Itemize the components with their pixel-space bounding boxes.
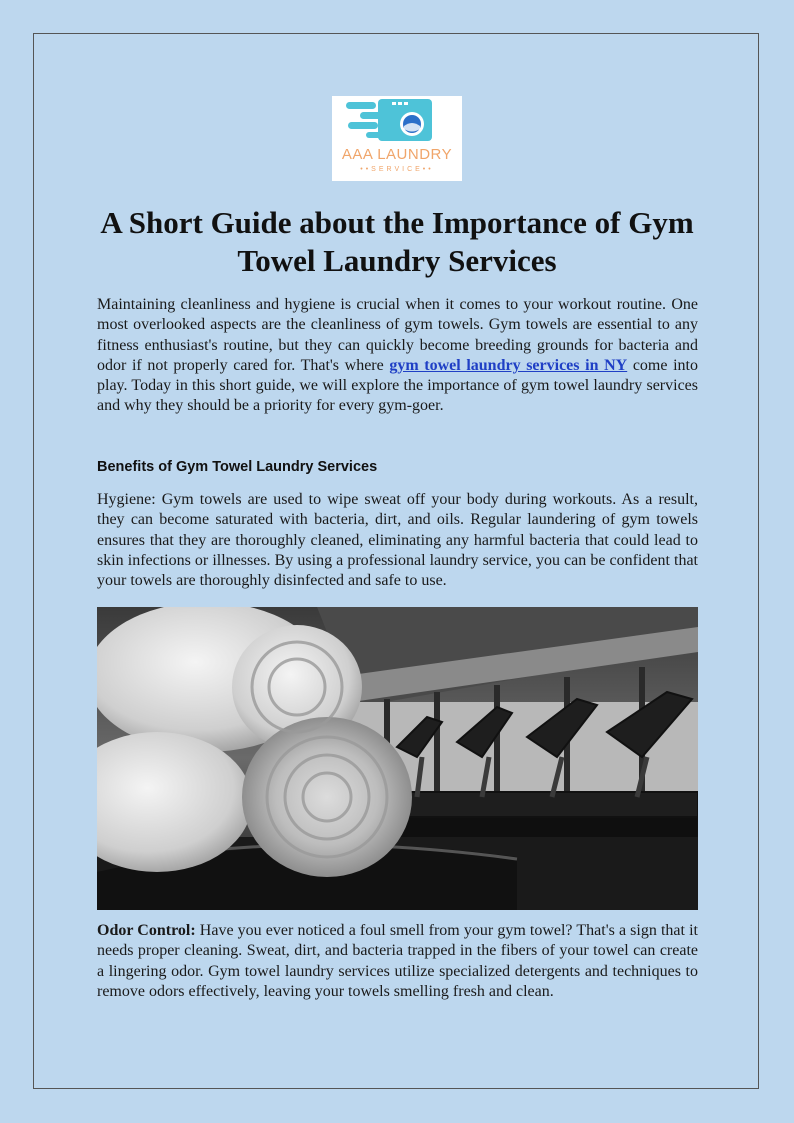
- intro-text-end: come into play. Today in this short guide, we will explore the importance of gym towel laundry services and why they should be a priority for every gym-goer.: [97, 356, 698, 415]
- gym-towel-laundry-link[interactable]: gym towel laundry services in NY: [389, 356, 628, 374]
- towel-gym-image-icon: [97, 607, 698, 910]
- benefits-heading: Benefits of Gym Towel Laundry Services: [97, 459, 378, 475]
- logo: [332, 96, 462, 181]
- page-title: A Short Guide about the Importance of Gym Towel Laundry Services: [100, 205, 694, 278]
- gym-towels-photo: [97, 607, 698, 910]
- hygiene-paragraph: Hygiene: Gym towels are used to wipe sweat off your body during workouts. As a result, they can become saturated with bacteria, dirt, and oils. Regular laundering of gym towels ensures that they are thoroughly cleaned, eliminating any harmful bacteria that could lead to skin infections or illnesses. By using a professional laundry service, you can be confident that your towels are thoroughly disinfected and safe to use.: [97, 491, 698, 590]
- intro-text-start: Maintaining cleanliness and hygiene is crucial when it comes to your workout routine. One most overlooked aspects are the cleanliness of gym towels. Gym towels are essential to any fitness enthusiast's routine, but they can quickly become breeding grounds for bacteria and odor if not properly cared for. That's where: [97, 296, 698, 374]
- logo-tagline: ••SERVICE••: [360, 166, 434, 173]
- odor-paragraph: [97, 921, 698, 1002]
- odor-text: Have you ever noticed a foul smell from your gym towel? That's a sign that it needs proper cleaning. Sweat, dirt, and bacteria trapped in the fibers of your towel can create a lingering odor. Gym towel laundry services utilize specialized detergents and techniques to remove odors effectively, leaving your towels smelling fresh and clean.: [97, 922, 698, 1000]
- logo-name: AAA LAUNDRY: [341, 146, 453, 163]
- odor-label: Odor Control:: [97, 922, 196, 939]
- intro-paragraph: [97, 295, 698, 417]
